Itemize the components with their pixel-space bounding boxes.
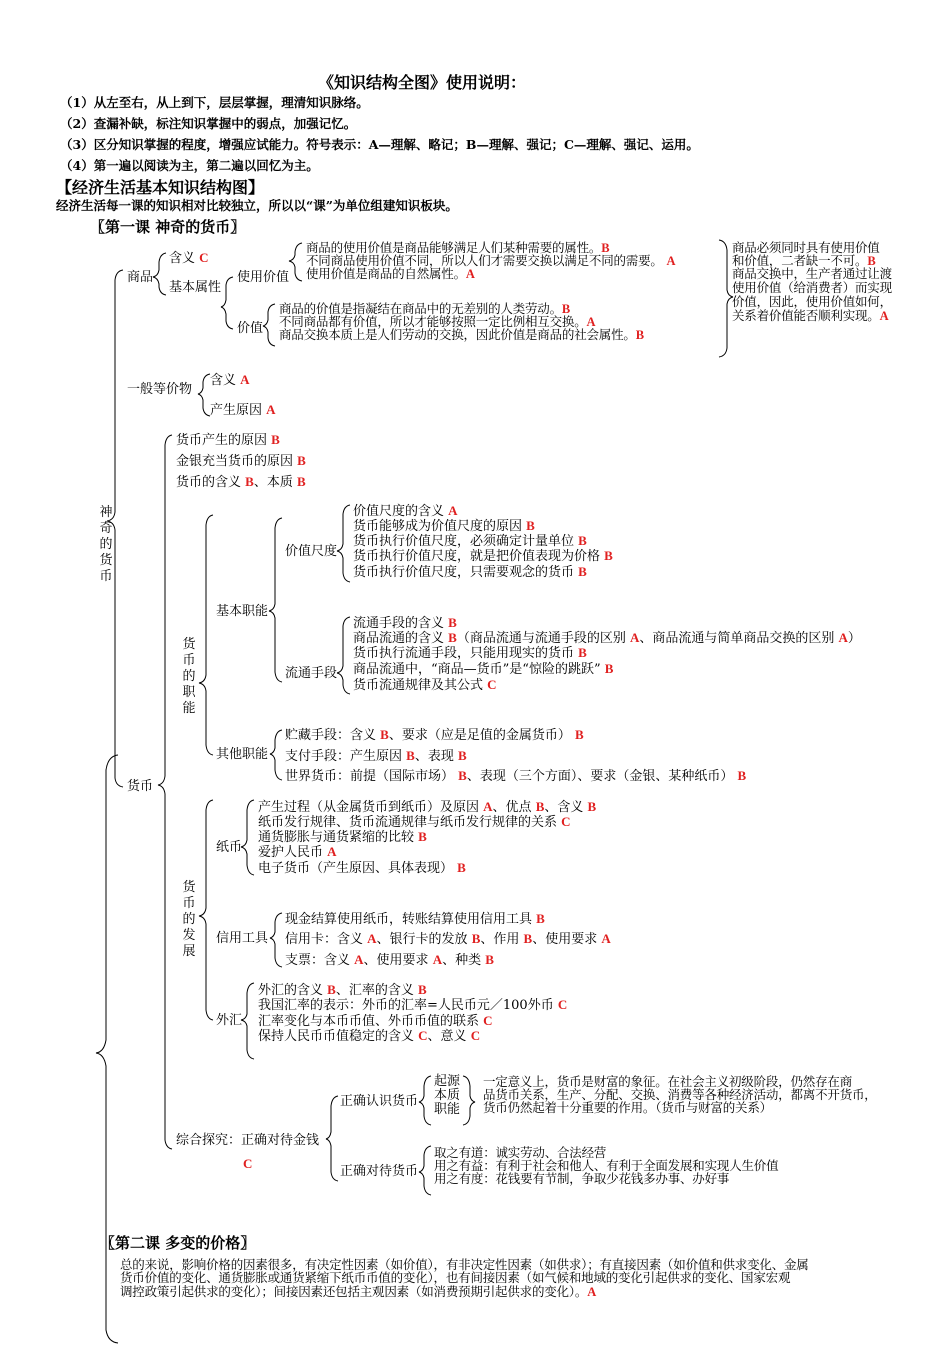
circulation-2: 商品流通的含义 B（商品流通与流通手段的区别 A、商品流通与简单商品交换的区别 A） — [353, 630, 861, 646]
commodity-meaning: 含义 C — [169, 250, 209, 266]
forex-2: 我国汇率的表示：外币的汇率=人民币元／100外币 C — [258, 997, 568, 1013]
value-line-3: 商品交换本质上是人们劳动的交换，因此价值是商品的社会属性。B — [279, 327, 644, 342]
functions-label: 货币的职能 — [182, 637, 196, 716]
measure-4: 货币执行价值尺度，就是把价值表现为价格 B — [353, 548, 613, 564]
note-line-3: 商品交换中，生产者通过让渡 — [732, 266, 892, 281]
equivalent-label: 一般等价物 — [127, 382, 193, 397]
instruction-1: （1）从左至右，从上到下，层层掌握，理清知识脉络。 — [60, 95, 369, 110]
note-line-4: 使用价值（给消费者）而实现 — [732, 280, 892, 295]
section-intro: 经济生活每一课的知识相对比较独立，所以以“课”为单位组建知识板块。 — [56, 198, 458, 213]
circulation-1: 流通手段的含义 B — [353, 615, 457, 631]
root-label: 神奇的货币 — [99, 505, 113, 584]
measure-2: 货币能够成为价值尺度的原因 B — [353, 518, 535, 534]
measure-3: 货币执行价值尺度，必须确定计量单位 B — [353, 533, 587, 549]
circulation-3: 货币执行流通手段，只能用现实的货币 B — [353, 645, 587, 661]
use-value-line-1: 商品的使用价值是商品能够满足人们某种需要的属性。B — [306, 240, 610, 255]
basic-functions-label: 基本职能 — [216, 604, 269, 619]
money-top-2: 金银充当货币的原因 B — [176, 453, 306, 469]
other-function-2: 支付手段：产生原因 B、表现 B — [285, 748, 467, 764]
explore-label: 综合探究：正确对待金钱 — [176, 1133, 320, 1148]
recognize-text-1: 一定意义上，货币是财富的象征。在社会主义初级阶段，仍然存在商 — [483, 1074, 853, 1089]
page-title: 《知识结构全图》使用说明： — [318, 73, 527, 92]
paper-money-label: 纸币 — [216, 840, 243, 855]
measure-label: 价值尺度 — [285, 544, 338, 559]
circulation-5: 货币流通规律及其公式 C — [353, 677, 497, 693]
commodity-label: 商品 — [127, 270, 154, 285]
treat-1: 取之有道：诚实劳动、合法经营 — [434, 1145, 607, 1160]
instruction-2: （2）查漏补缺，标注知识掌握中的弱点，加强记忆。 — [60, 116, 357, 131]
explore-grade: C — [243, 1156, 253, 1171]
measure-1: 价值尺度的含义 A — [353, 503, 458, 519]
lesson2-para-1: 总的来说，影响价格的因素很多，有决定性因素（如价值），有非决定性因素（如供求）；有直接因素（如价值和供求变化、金属 — [120, 1257, 809, 1272]
key-function: 职能 — [434, 1102, 461, 1117]
key-origin: 起源 — [434, 1074, 461, 1089]
other-functions-label: 其他职能 — [216, 747, 269, 762]
use-value-line-3: 使用价值是商品的自然属性。A — [306, 266, 475, 281]
note-line-2: 和价值，二者缺一不可。B — [732, 253, 876, 268]
development-label: 货币的发展 — [182, 880, 196, 959]
paper-1: 产生过程（从金属货币到纸币）及原因 A、优点 B、含义 B — [258, 799, 597, 815]
instruction-3: （3）区分知识掌握的程度，增强应试能力。符号表示：A—理解、略记；B—理解、强记；C—理解、强记、运用。 — [60, 137, 699, 152]
forex-4: 保持人民币币值稳定的含义 C、意义 C — [258, 1028, 481, 1044]
credit-1: 现金结算使用纸币，转账结算使用信用工具 B — [285, 911, 545, 927]
value-line-1: 商品的价值是指凝结在商品中的无差别的人类劳动。B — [279, 301, 571, 316]
money-label: 货币 — [127, 779, 154, 794]
money-top-1: 货币产生的原因 B — [176, 432, 280, 448]
key-essence: 本质 — [434, 1088, 461, 1103]
credit-label: 信用工具 — [216, 931, 269, 946]
recognize-text-2: 品货币关系，生产、分配、交换、消费等各种经济活动，都离不开货币， — [483, 1087, 877, 1102]
note-line-1: 商品必须同时具有使用价值 — [732, 240, 880, 255]
value-line-2: 不同商品都有价值，所以才能够按照一定比例相互交换。A — [279, 314, 596, 329]
instruction-4: （4）第一遍以阅读为主，第二遍以回忆为主。 — [60, 158, 319, 173]
circulation-4: 商品流通中，“商品—货币”是“惊险的跳跃” B — [353, 661, 614, 677]
paper-5: 电子货币（产生原因、具体表现） B — [258, 860, 466, 876]
paper-2: 纸币发行规律、货币流通规律与纸币发行规律的关系 C — [258, 814, 571, 830]
use-value-line-2: 不同商品使用价值不同，所以人们才需要交换以满足不同的需要。 A — [306, 253, 676, 268]
equivalent-meaning: 含义 A — [210, 372, 250, 388]
forex-label: 外汇 — [216, 1013, 243, 1028]
commodity-attrs-label: 基本属性 — [169, 280, 222, 295]
credit-3: 支票：含义 A、使用要求 A、种类 B — [285, 952, 494, 968]
paper-4: 爱护人民币 A — [258, 844, 337, 860]
money-top-3: 货币的含义 B、本质 B — [176, 474, 306, 490]
equivalent-origin: 产生原因 A — [210, 402, 276, 418]
lesson2-title: 〖第二课 多变的价格〗 — [100, 1234, 256, 1252]
other-function-1: 贮藏手段：含义 B、要求（应是足值的金属货币） B — [285, 727, 584, 743]
forex-3: 汇率变化与本币币值、外币币值的联系 C — [258, 1013, 493, 1029]
lesson1-title: 〖第一课 神奇的货币〗 — [90, 218, 246, 236]
other-function-3: 世界货币：前提（国际市场） B、表现（三个方面）、要求（金银、某种纸币） B — [285, 768, 747, 784]
credit-2: 信用卡：含义 A、银行卡的发放 B、作用 B、使用要求 A — [285, 931, 611, 947]
forex-1: 外汇的含义 B、汇率的含义 B — [258, 982, 427, 998]
use-value-label: 使用价值 — [237, 270, 290, 285]
recognize-label: 正确认识货币 — [340, 1094, 419, 1109]
circulation-label: 流通手段 — [285, 666, 338, 681]
treat-label: 正确对待货币 — [340, 1164, 419, 1179]
paper-3: 通货膨胀与通货紧缩的比较 B — [258, 829, 427, 845]
note-line-6: 关系着价值能否顺利实现。A — [732, 308, 889, 323]
lesson2-para-3: 调控政策引起供求的变化）；间接因素还包括主观因素（如消费预期引起供求的变化）。A — [120, 1284, 597, 1299]
measure-5: 货币执行价值尺度，只需要观念的货币 B — [353, 564, 587, 580]
recognize-text-3: 货币仍然起着十分重要的作用。（货币与财富的关系） — [483, 1100, 772, 1115]
note-line-5: 价值，因此，使用价值如何， — [732, 294, 892, 309]
treat-2: 用之有益：有利于社会和他人、有利于全面发展和实现人生价值 — [434, 1158, 779, 1173]
lesson2-para-2: 货币价值的变化、通货膨胀或通货紧缩下纸币币值的变化），也有间接因素（如气候和地域的变化引起供求的变化、国家宏观 — [120, 1270, 791, 1285]
section-title: 【经济生活基本知识结构图】 — [56, 178, 265, 197]
value-label: 价值 — [237, 321, 264, 336]
treat-3: 用之有度：花钱要有节制，争取少花钱多办事、办好事 — [434, 1171, 730, 1186]
